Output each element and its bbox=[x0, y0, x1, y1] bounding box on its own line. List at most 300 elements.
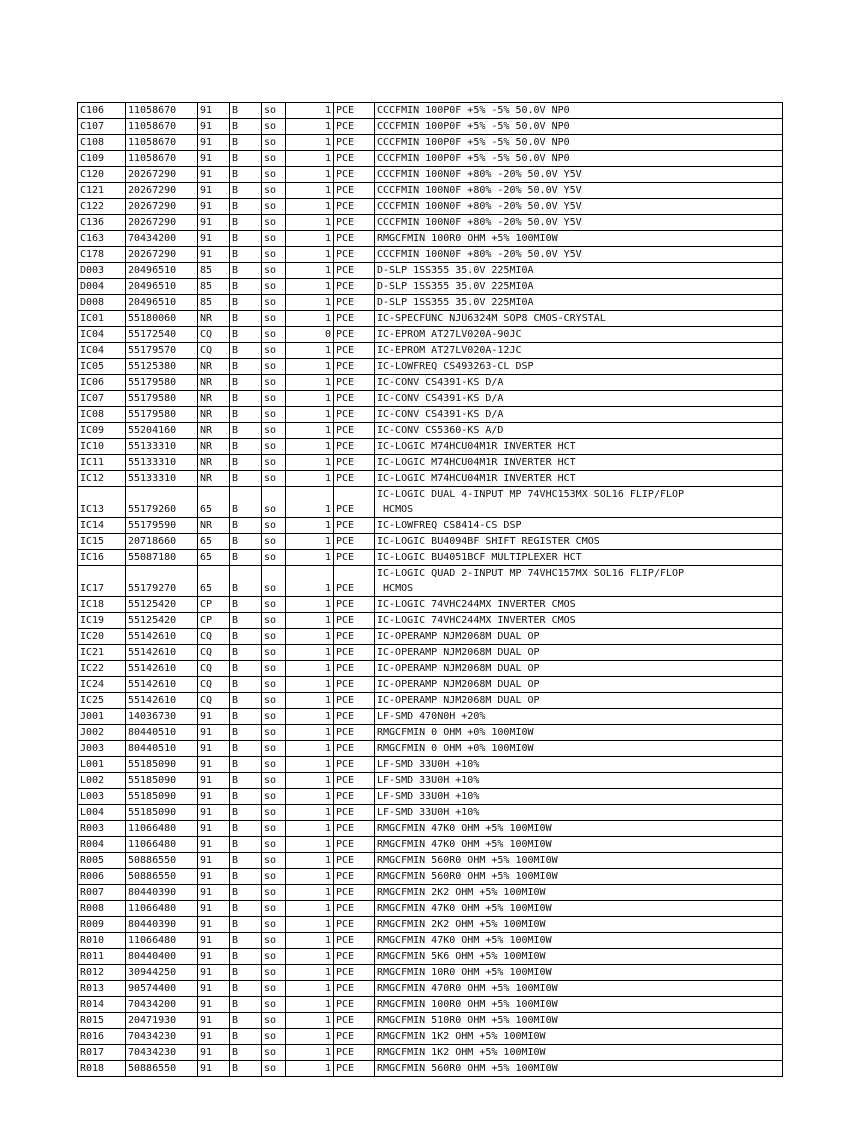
part-number-cell: 55185090 bbox=[126, 773, 198, 789]
mount-type-cell: so bbox=[262, 821, 286, 837]
table-row bbox=[78, 391, 783, 407]
mount-type-cell: so bbox=[262, 455, 286, 471]
ref-designator-cell: R018 bbox=[78, 1061, 126, 1077]
description-cell: D-SLP 1SS355 35.0V 225MI0A bbox=[375, 295, 783, 311]
ref-designator-cell: IC16 bbox=[78, 550, 126, 566]
description-cell: CCCFMIN 100N0F +80% -20% 50.0V Y5V bbox=[375, 199, 783, 215]
class-code-cell: B bbox=[230, 725, 262, 741]
quantity-cell: 1 bbox=[286, 709, 334, 725]
unit-cell: PCE bbox=[334, 550, 375, 566]
table-row bbox=[78, 725, 783, 741]
supplier-code-cell: 91 bbox=[198, 805, 230, 821]
description-cell: RMGCFMIN 560R0 OHM +5% 100MI0W bbox=[375, 869, 783, 885]
table-row bbox=[78, 534, 783, 550]
supplier-code-cell: 91 bbox=[198, 837, 230, 853]
class-code-cell: B bbox=[230, 423, 262, 439]
supplier-code-cell: 65 bbox=[198, 487, 230, 518]
mount-type-cell: so bbox=[262, 1013, 286, 1029]
part-number-cell: 55204160 bbox=[126, 423, 198, 439]
mount-type-cell: so bbox=[262, 757, 286, 773]
unit-cell: PCE bbox=[334, 613, 375, 629]
table-row bbox=[78, 518, 783, 534]
ref-designator-cell: IC01 bbox=[78, 311, 126, 327]
table-row bbox=[78, 151, 783, 167]
table-row bbox=[78, 135, 783, 151]
quantity-cell: 1 bbox=[286, 773, 334, 789]
mount-type-cell: so bbox=[262, 837, 286, 853]
description-cell: RMGCFMIN 1K2 OHM +5% 100MI0W bbox=[375, 1029, 783, 1045]
quantity-cell: 1 bbox=[286, 518, 334, 534]
quantity-cell: 1 bbox=[286, 677, 334, 693]
unit-cell: PCE bbox=[334, 199, 375, 215]
part-number-cell: 55125380 bbox=[126, 359, 198, 375]
quantity-cell: 1 bbox=[286, 183, 334, 199]
unit-cell: PCE bbox=[334, 1013, 375, 1029]
ref-designator-cell: C122 bbox=[78, 199, 126, 215]
unit-cell: PCE bbox=[334, 103, 375, 119]
class-code-cell: B bbox=[230, 805, 262, 821]
table-row bbox=[78, 550, 783, 566]
unit-cell: PCE bbox=[334, 471, 375, 487]
class-code-cell: B bbox=[230, 231, 262, 247]
ref-designator-cell: C106 bbox=[78, 103, 126, 119]
part-number-cell: 70434200 bbox=[126, 997, 198, 1013]
table-row bbox=[78, 773, 783, 789]
description-cell: CCCFMIN 100N0F +80% -20% 50.0V Y5V bbox=[375, 247, 783, 263]
quantity-cell: 1 bbox=[286, 439, 334, 455]
description-cell: IC-OPERAMP NJM2068M DUAL OP bbox=[375, 661, 783, 677]
ref-designator-cell: J001 bbox=[78, 709, 126, 725]
description-cell: IC-OPERAMP NJM2068M DUAL OP bbox=[375, 629, 783, 645]
table-row bbox=[78, 869, 783, 885]
ref-designator-cell: IC20 bbox=[78, 629, 126, 645]
supplier-code-cell: 65 bbox=[198, 534, 230, 550]
supplier-code-cell: NR bbox=[198, 407, 230, 423]
part-number-cell: 55142610 bbox=[126, 677, 198, 693]
table-row bbox=[78, 1045, 783, 1061]
part-number-cell: 20267290 bbox=[126, 167, 198, 183]
part-number-cell: 55179580 bbox=[126, 391, 198, 407]
description-cell: CCCFMIN 100N0F +80% -20% 50.0V Y5V bbox=[375, 167, 783, 183]
description-cell: LF-SMD 33U0H +10% bbox=[375, 805, 783, 821]
ref-designator-cell: R008 bbox=[78, 901, 126, 917]
class-code-cell: B bbox=[230, 789, 262, 805]
mount-type-cell: so bbox=[262, 247, 286, 263]
table-row bbox=[78, 375, 783, 391]
description-cell: IC-LOGIC BU4094BF SHIFT REGISTER CMOS bbox=[375, 534, 783, 550]
class-code-cell: B bbox=[230, 949, 262, 965]
ref-designator-cell: J003 bbox=[78, 741, 126, 757]
table-row bbox=[78, 805, 783, 821]
class-code-cell: B bbox=[230, 215, 262, 231]
part-number-cell: 20267290 bbox=[126, 215, 198, 231]
quantity-cell: 1 bbox=[286, 1013, 334, 1029]
description-cell: RMGCFMIN 10R0 OHM +5% 100MI0W bbox=[375, 965, 783, 981]
unit-cell: PCE bbox=[334, 359, 375, 375]
ref-designator-cell: R004 bbox=[78, 837, 126, 853]
class-code-cell: B bbox=[230, 885, 262, 901]
ref-designator-cell: R014 bbox=[78, 997, 126, 1013]
supplier-code-cell: CQ bbox=[198, 693, 230, 709]
mount-type-cell: so bbox=[262, 773, 286, 789]
unit-cell: PCE bbox=[334, 439, 375, 455]
supplier-code-cell: 91 bbox=[198, 215, 230, 231]
class-code-cell: B bbox=[230, 135, 262, 151]
table-row bbox=[78, 343, 783, 359]
class-code-cell: B bbox=[230, 487, 262, 518]
class-code-cell: B bbox=[230, 693, 262, 709]
supplier-code-cell: NR bbox=[198, 311, 230, 327]
mount-type-cell: so bbox=[262, 933, 286, 949]
supplier-code-cell: CQ bbox=[198, 645, 230, 661]
supplier-code-cell: 91 bbox=[198, 901, 230, 917]
quantity-cell: 1 bbox=[286, 423, 334, 439]
ref-designator-cell: IC21 bbox=[78, 645, 126, 661]
unit-cell: PCE bbox=[334, 518, 375, 534]
table-row bbox=[78, 949, 783, 965]
ref-designator-cell: R015 bbox=[78, 1013, 126, 1029]
quantity-cell: 1 bbox=[286, 997, 334, 1013]
description-cell: RMGCFMIN 2K2 OHM +5% 100MI0W bbox=[375, 917, 783, 933]
part-number-cell: 55185090 bbox=[126, 789, 198, 805]
part-number-cell: 14036730 bbox=[126, 709, 198, 725]
ref-designator-cell: C163 bbox=[78, 231, 126, 247]
unit-cell: PCE bbox=[334, 837, 375, 853]
description-cell: RMGCFMIN 47K0 OHM +5% 100MI0W bbox=[375, 933, 783, 949]
description-cell: IC-LOGIC DUAL 4-INPUT MP 74VHC153MX SOL16 FLIP/FLOP HCMOS bbox=[375, 487, 783, 518]
class-code-cell: B bbox=[230, 981, 262, 997]
description-cell: D-SLP 1SS355 35.0V 225MI0A bbox=[375, 279, 783, 295]
quantity-cell: 1 bbox=[286, 534, 334, 550]
quantity-cell: 1 bbox=[286, 821, 334, 837]
mount-type-cell: so bbox=[262, 1061, 286, 1077]
table-row bbox=[78, 231, 783, 247]
part-number-cell: 70434230 bbox=[126, 1045, 198, 1061]
class-code-cell: B bbox=[230, 279, 262, 295]
quantity-cell: 1 bbox=[286, 725, 334, 741]
quantity-cell: 1 bbox=[286, 789, 334, 805]
mount-type-cell: so bbox=[262, 597, 286, 613]
mount-type-cell: so bbox=[262, 566, 286, 597]
ref-designator-cell: R003 bbox=[78, 821, 126, 837]
mount-type-cell: so bbox=[262, 359, 286, 375]
unit-cell: PCE bbox=[334, 661, 375, 677]
ref-designator-cell: IC24 bbox=[78, 677, 126, 693]
unit-cell: PCE bbox=[334, 933, 375, 949]
ref-designator-cell: R016 bbox=[78, 1029, 126, 1045]
mount-type-cell: so bbox=[262, 439, 286, 455]
quantity-cell: 1 bbox=[286, 471, 334, 487]
supplier-code-cell: 65 bbox=[198, 566, 230, 597]
mount-type-cell: so bbox=[262, 295, 286, 311]
ref-designator-cell: C108 bbox=[78, 135, 126, 151]
table-row bbox=[78, 917, 783, 933]
supplier-code-cell: 91 bbox=[198, 885, 230, 901]
unit-cell: PCE bbox=[334, 997, 375, 1013]
mount-type-cell: so bbox=[262, 853, 286, 869]
quantity-cell: 1 bbox=[286, 119, 334, 135]
quantity-cell: 1 bbox=[286, 597, 334, 613]
ref-designator-cell: IC07 bbox=[78, 391, 126, 407]
supplier-code-cell: 91 bbox=[198, 725, 230, 741]
quantity-cell: 1 bbox=[286, 1029, 334, 1045]
quantity-cell: 1 bbox=[286, 231, 334, 247]
ref-designator-cell: D004 bbox=[78, 279, 126, 295]
mount-type-cell: so bbox=[262, 487, 286, 518]
ref-designator-cell: IC15 bbox=[78, 534, 126, 550]
mount-type-cell: so bbox=[262, 661, 286, 677]
class-code-cell: B bbox=[230, 1061, 262, 1077]
part-number-cell: 20267290 bbox=[126, 199, 198, 215]
part-number-cell: 11058670 bbox=[126, 135, 198, 151]
description-cell: CCCFMIN 100P0F +5% -5% 50.0V NP0 bbox=[375, 103, 783, 119]
unit-cell: PCE bbox=[334, 677, 375, 693]
table-row bbox=[78, 757, 783, 773]
quantity-cell: 1 bbox=[286, 199, 334, 215]
unit-cell: PCE bbox=[334, 263, 375, 279]
quantity-cell: 1 bbox=[286, 151, 334, 167]
quantity-cell: 1 bbox=[286, 837, 334, 853]
unit-cell: PCE bbox=[334, 725, 375, 741]
quantity-cell: 1 bbox=[286, 375, 334, 391]
quantity-cell: 1 bbox=[286, 869, 334, 885]
description-cell: IC-OPERAMP NJM2068M DUAL OP bbox=[375, 693, 783, 709]
part-number-cell: 55125420 bbox=[126, 613, 198, 629]
parts-list-body bbox=[78, 103, 783, 1077]
table-row bbox=[78, 693, 783, 709]
unit-cell: PCE bbox=[334, 167, 375, 183]
unit-cell: PCE bbox=[334, 151, 375, 167]
description-cell: RMGCFMIN 510R0 OHM +5% 100MI0W bbox=[375, 1013, 783, 1029]
part-number-cell: 55180060 bbox=[126, 311, 198, 327]
quantity-cell: 1 bbox=[286, 279, 334, 295]
supplier-code-cell: 91 bbox=[198, 853, 230, 869]
ref-designator-cell: IC09 bbox=[78, 423, 126, 439]
class-code-cell: B bbox=[230, 869, 262, 885]
part-number-cell: 50886550 bbox=[126, 869, 198, 885]
class-code-cell: B bbox=[230, 167, 262, 183]
mount-type-cell: so bbox=[262, 423, 286, 439]
supplier-code-cell: 91 bbox=[198, 119, 230, 135]
description-cell: RMGCFMIN 470R0 OHM +5% 100MI0W bbox=[375, 981, 783, 997]
quantity-cell: 1 bbox=[286, 343, 334, 359]
table-row bbox=[78, 677, 783, 693]
quantity-cell: 1 bbox=[286, 167, 334, 183]
part-number-cell: 55133310 bbox=[126, 471, 198, 487]
unit-cell: PCE bbox=[334, 311, 375, 327]
unit-cell: PCE bbox=[334, 375, 375, 391]
part-number-cell: 55179590 bbox=[126, 518, 198, 534]
supplier-code-cell: 91 bbox=[198, 103, 230, 119]
unit-cell: PCE bbox=[334, 215, 375, 231]
ref-designator-cell: D003 bbox=[78, 263, 126, 279]
supplier-code-cell: 91 bbox=[198, 757, 230, 773]
table-row bbox=[78, 997, 783, 1013]
unit-cell: PCE bbox=[334, 534, 375, 550]
quantity-cell: 1 bbox=[286, 455, 334, 471]
ref-designator-cell: R009 bbox=[78, 917, 126, 933]
table-row bbox=[78, 789, 783, 805]
table-row bbox=[78, 901, 783, 917]
mount-type-cell: so bbox=[262, 869, 286, 885]
description-cell: IC-LOGIC M74HCU04M1R INVERTER HCT bbox=[375, 439, 783, 455]
ref-designator-cell: C121 bbox=[78, 183, 126, 199]
description-cell: LF-SMD 33U0H +10% bbox=[375, 789, 783, 805]
supplier-code-cell: 91 bbox=[198, 1045, 230, 1061]
table-row bbox=[78, 597, 783, 613]
supplier-code-cell: 91 bbox=[198, 199, 230, 215]
quantity-cell: 1 bbox=[286, 487, 334, 518]
supplier-code-cell: 85 bbox=[198, 263, 230, 279]
table-row bbox=[78, 407, 783, 423]
supplier-code-cell: 91 bbox=[198, 709, 230, 725]
quantity-cell: 1 bbox=[286, 949, 334, 965]
class-code-cell: B bbox=[230, 629, 262, 645]
mount-type-cell: so bbox=[262, 167, 286, 183]
part-number-cell: 55179260 bbox=[126, 487, 198, 518]
part-number-cell: 70434200 bbox=[126, 231, 198, 247]
unit-cell: PCE bbox=[334, 965, 375, 981]
quantity-cell: 1 bbox=[286, 885, 334, 901]
mount-type-cell: so bbox=[262, 263, 286, 279]
quantity-cell: 1 bbox=[286, 215, 334, 231]
unit-cell: PCE bbox=[334, 869, 375, 885]
table-row bbox=[78, 439, 783, 455]
table-row bbox=[78, 645, 783, 661]
table-row bbox=[78, 741, 783, 757]
mount-type-cell: so bbox=[262, 965, 286, 981]
unit-cell: PCE bbox=[334, 423, 375, 439]
supplier-code-cell: CQ bbox=[198, 661, 230, 677]
description-cell: RMGCFMIN 560R0 OHM +5% 100MI0W bbox=[375, 1061, 783, 1077]
mount-type-cell: so bbox=[262, 725, 286, 741]
supplier-code-cell: 91 bbox=[198, 741, 230, 757]
mount-type-cell: so bbox=[262, 327, 286, 343]
description-cell: IC-LOGIC M74HCU04M1R INVERTER HCT bbox=[375, 455, 783, 471]
table-row bbox=[78, 471, 783, 487]
ref-designator-cell: L003 bbox=[78, 789, 126, 805]
mount-type-cell: so bbox=[262, 949, 286, 965]
description-cell: RMGCFMIN 47K0 OHM +5% 100MI0W bbox=[375, 821, 783, 837]
supplier-code-cell: 91 bbox=[198, 247, 230, 263]
supplier-code-cell: CQ bbox=[198, 677, 230, 693]
supplier-code-cell: CP bbox=[198, 613, 230, 629]
quantity-cell: 1 bbox=[286, 1061, 334, 1077]
unit-cell: PCE bbox=[334, 566, 375, 597]
table-row bbox=[78, 295, 783, 311]
mount-type-cell: so bbox=[262, 151, 286, 167]
ref-designator-cell: L004 bbox=[78, 805, 126, 821]
quantity-cell: 1 bbox=[286, 263, 334, 279]
class-code-cell: B bbox=[230, 566, 262, 597]
unit-cell: PCE bbox=[334, 757, 375, 773]
quantity-cell: 1 bbox=[286, 933, 334, 949]
supplier-code-cell: 91 bbox=[198, 231, 230, 247]
quantity-cell: 1 bbox=[286, 853, 334, 869]
table-row bbox=[78, 119, 783, 135]
mount-type-cell: so bbox=[262, 407, 286, 423]
unit-cell: PCE bbox=[334, 455, 375, 471]
quantity-cell: 1 bbox=[286, 805, 334, 821]
description-cell: CCCFMIN 100P0F +5% -5% 50.0V NP0 bbox=[375, 135, 783, 151]
table-row bbox=[78, 199, 783, 215]
ref-designator-cell: R005 bbox=[78, 853, 126, 869]
supplier-code-cell: 91 bbox=[198, 1061, 230, 1077]
table-row bbox=[78, 359, 783, 375]
quantity-cell: 1 bbox=[286, 965, 334, 981]
class-code-cell: B bbox=[230, 311, 262, 327]
mount-type-cell: so bbox=[262, 917, 286, 933]
ref-designator-cell: R012 bbox=[78, 965, 126, 981]
supplier-code-cell: CQ bbox=[198, 343, 230, 359]
unit-cell: PCE bbox=[334, 183, 375, 199]
quantity-cell: 1 bbox=[286, 645, 334, 661]
supplier-code-cell: CP bbox=[198, 597, 230, 613]
class-code-cell: B bbox=[230, 534, 262, 550]
ref-designator-cell: R007 bbox=[78, 885, 126, 901]
ref-designator-cell: C109 bbox=[78, 151, 126, 167]
mount-type-cell: so bbox=[262, 119, 286, 135]
description-cell: RMGCFMIN 0 OHM +0% 100MI0W bbox=[375, 725, 783, 741]
description-cell: D-SLP 1SS355 35.0V 225MI0A bbox=[375, 263, 783, 279]
description-cell: RMGCFMIN 100R0 OHM +5% 100MI0W bbox=[375, 231, 783, 247]
table-row bbox=[78, 423, 783, 439]
ref-designator-cell: IC25 bbox=[78, 693, 126, 709]
ref-designator-cell: IC06 bbox=[78, 375, 126, 391]
mount-type-cell: so bbox=[262, 550, 286, 566]
quantity-cell: 1 bbox=[286, 103, 334, 119]
unit-cell: PCE bbox=[334, 741, 375, 757]
class-code-cell: B bbox=[230, 901, 262, 917]
unit-cell: PCE bbox=[334, 295, 375, 311]
description-cell: RMGCFMIN 47K0 OHM +5% 100MI0W bbox=[375, 837, 783, 853]
mount-type-cell: so bbox=[262, 135, 286, 151]
table-row bbox=[78, 487, 783, 518]
class-code-cell: B bbox=[230, 837, 262, 853]
description-cell: RMGCFMIN 560R0 OHM +5% 100MI0W bbox=[375, 853, 783, 869]
unit-cell: PCE bbox=[334, 247, 375, 263]
class-code-cell: B bbox=[230, 119, 262, 135]
unit-cell: PCE bbox=[334, 597, 375, 613]
mount-type-cell: so bbox=[262, 613, 286, 629]
class-code-cell: B bbox=[230, 933, 262, 949]
class-code-cell: B bbox=[230, 613, 262, 629]
mount-type-cell: so bbox=[262, 789, 286, 805]
class-code-cell: B bbox=[230, 439, 262, 455]
part-number-cell: 11058670 bbox=[126, 151, 198, 167]
quantity-cell: 1 bbox=[286, 359, 334, 375]
ref-designator-cell: C136 bbox=[78, 215, 126, 231]
description-cell: RMGCFMIN 2K2 OHM +5% 100MI0W bbox=[375, 885, 783, 901]
unit-cell: PCE bbox=[334, 885, 375, 901]
class-code-cell: B bbox=[230, 103, 262, 119]
mount-type-cell: so bbox=[262, 183, 286, 199]
mount-type-cell: so bbox=[262, 677, 286, 693]
supplier-code-cell: 85 bbox=[198, 295, 230, 311]
table-row bbox=[78, 327, 783, 343]
class-code-cell: B bbox=[230, 1013, 262, 1029]
class-code-cell: B bbox=[230, 853, 262, 869]
ref-designator-cell: IC08 bbox=[78, 407, 126, 423]
class-code-cell: B bbox=[230, 183, 262, 199]
description-cell: IC-OPERAMP NJM2068M DUAL OP bbox=[375, 645, 783, 661]
supplier-code-cell: NR bbox=[198, 423, 230, 439]
ref-designator-cell: C107 bbox=[78, 119, 126, 135]
part-number-cell: 90574400 bbox=[126, 981, 198, 997]
ref-designator-cell: D008 bbox=[78, 295, 126, 311]
mount-type-cell: so bbox=[262, 231, 286, 247]
description-cell: IC-LOGIC 74VHC244MX INVERTER CMOS bbox=[375, 613, 783, 629]
